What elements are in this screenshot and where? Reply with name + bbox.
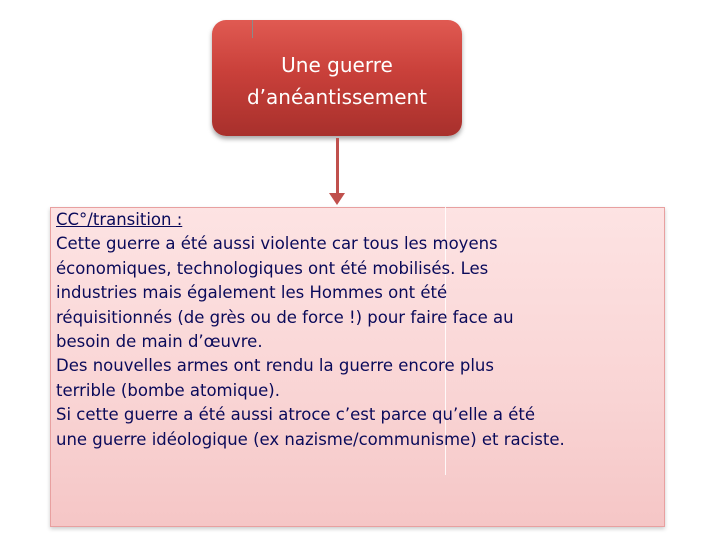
content-line: réquisitionnés (de grès ou de force !) pour faire face au bbox=[56, 307, 514, 327]
content-line: Des nouvelles armes ont rendu la guerre encore plus bbox=[56, 356, 494, 376]
content-line: besoin de main d’œuvre. bbox=[56, 332, 263, 352]
title-box bbox=[212, 20, 462, 136]
content-text bbox=[56, 208, 676, 452]
connector-line bbox=[336, 138, 339, 194]
title-text bbox=[247, 43, 427, 113]
content-line: une guerre idéologique (ex nazisme/communisme) et raciste. bbox=[56, 429, 565, 449]
content-line: Cette guerre a été aussi violente car tous les moyens bbox=[56, 234, 498, 254]
content-heading: CC°/transition : bbox=[56, 210, 183, 229]
decorative-tick bbox=[252, 20, 253, 38]
arrow-down-icon bbox=[329, 193, 345, 205]
title-line-2: d’anéantissement bbox=[246, 85, 428, 109]
content-line: industries mais également les Hommes ont été bbox=[56, 283, 448, 303]
content-line: Si cette guerre a été aussi atroce c’est parce qu’elle a été bbox=[56, 405, 536, 425]
content-line: économiques, technologiques ont été mobilisés. Les bbox=[56, 258, 489, 278]
content-line: terrible (bombe atomique). bbox=[56, 380, 280, 400]
title-line-1: Une guerre bbox=[281, 53, 393, 77]
